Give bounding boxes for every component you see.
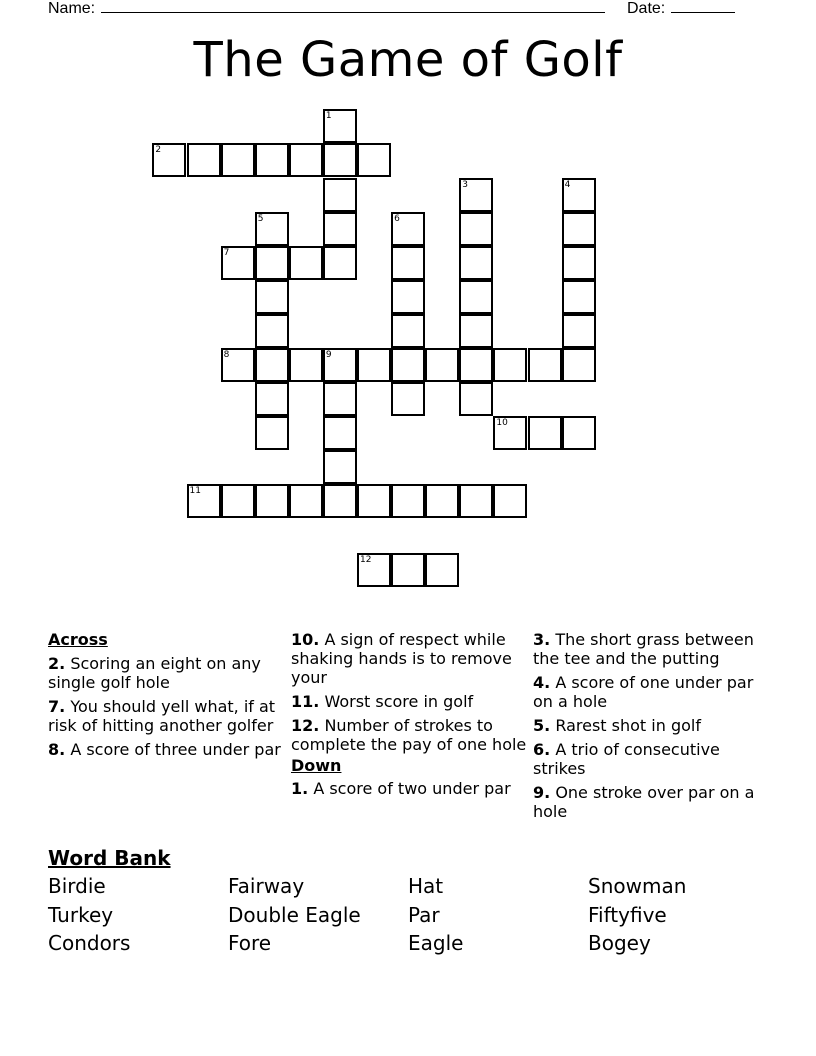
crossword-cell[interactable] — [323, 143, 357, 177]
name-label: Name: — [48, 0, 96, 17]
word-bank-item: Condors — [48, 931, 131, 955]
word-bank-item: Fiftyfive — [588, 903, 667, 927]
crossword-cell[interactable] — [255, 143, 289, 177]
crossword-cell[interactable] — [255, 382, 289, 416]
clue-across-2: 2. Scoring an eight on any single golf hole — [48, 654, 261, 692]
crossword-cell[interactable] — [221, 246, 255, 280]
crossword-cell[interactable] — [289, 246, 323, 280]
crossword-cell[interactable] — [323, 178, 357, 212]
crossword-cell[interactable] — [323, 246, 357, 280]
crossword-cell[interactable] — [357, 143, 391, 177]
word-bank-item: Fore — [228, 931, 272, 955]
clue-across-10: 10. A sign of respect while shaking hands is to remove your — [291, 630, 512, 687]
clue-number: 7 — [223, 247, 230, 258]
crossword-cell[interactable] — [562, 280, 596, 314]
clue-number: 6 — [394, 213, 400, 224]
clue-across-7: 7. You should yell what, if at risk of hitting another golfer — [48, 697, 276, 735]
crossword-cell[interactable] — [391, 246, 425, 280]
crossword-cell[interactable] — [391, 212, 425, 246]
word-bank-item: Turkey — [48, 903, 114, 927]
clue-number: 10 — [496, 418, 508, 429]
crossword-cell[interactable] — [562, 212, 596, 246]
crossword-cell[interactable] — [255, 212, 289, 246]
clue-number: 8 — [223, 350, 230, 360]
clue-number: 12 — [360, 554, 372, 565]
crossword-cell[interactable] — [391, 280, 425, 314]
clue-number: 4 — [564, 179, 571, 190]
clue-number: 3 — [462, 179, 469, 190]
crossword-cell[interactable] — [459, 348, 493, 382]
crossword-cell[interactable] — [255, 416, 289, 450]
crossword-cell[interactable] — [391, 382, 425, 416]
crossword-cell[interactable] — [323, 484, 357, 518]
word-bank-item: Fairway — [228, 874, 305, 898]
clue-number: 11 — [189, 486, 201, 497]
word-bank-item: Bogey — [588, 931, 651, 955]
clue-number: 9 — [325, 350, 332, 360]
crossword-cell[interactable] — [357, 553, 391, 587]
crossword-cell[interactable] — [323, 212, 357, 246]
crossword-cell[interactable] — [221, 143, 255, 177]
crossword-cell[interactable] — [493, 484, 527, 518]
crossword-cell[interactable] — [391, 553, 425, 587]
crossword-cell[interactable] — [289, 484, 323, 518]
crossword-cell[interactable] — [323, 109, 357, 143]
clue-down-5: 5. Rarest shot in golf — [533, 716, 701, 735]
crossword-cell[interactable] — [289, 348, 323, 382]
crossword-cell[interactable] — [221, 484, 255, 518]
crossword-cell[interactable] — [152, 143, 186, 177]
crossword-cell[interactable] — [528, 416, 562, 450]
clue-number: 1 — [325, 111, 332, 122]
crossword-cell[interactable] — [493, 416, 527, 450]
crossword-cell[interactable] — [187, 484, 221, 518]
crossword-cell[interactable] — [562, 246, 596, 280]
crossword-cell[interactable] — [391, 348, 425, 382]
crossword-cell[interactable] — [221, 348, 255, 382]
word-bank-item: Birdie — [48, 874, 106, 898]
word-bank-item: Hat — [408, 874, 444, 898]
clue-across-12: 12. Number of strokes to complete the pay of one hole — [291, 716, 527, 754]
crossword-cell[interactable] — [391, 314, 425, 348]
page-title: The Game of Golf — [193, 32, 623, 88]
word-bank-item: Double Eagle — [228, 903, 361, 927]
clues-column-2 — [291, 630, 529, 803]
word-bank-heading: Word Bank — [48, 846, 171, 870]
crossword-cell[interactable] — [459, 280, 493, 314]
crossword-cell[interactable] — [425, 348, 459, 382]
crossword-cell[interactable] — [562, 416, 596, 450]
clues-column-1 — [48, 630, 286, 764]
down-heading: Down — [291, 756, 342, 775]
date-label: Date: — [627, 0, 666, 17]
crossword-cell[interactable] — [562, 178, 596, 212]
crossword-cell[interactable] — [323, 382, 357, 416]
crossword-cell[interactable] — [562, 314, 596, 348]
clue-number: 5 — [257, 213, 264, 224]
crossword-cell[interactable] — [357, 348, 391, 382]
crossword-cell[interactable] — [255, 280, 289, 314]
crossword-cell[interactable] — [493, 348, 527, 382]
crossword-cell[interactable] — [459, 246, 493, 280]
clue-across-11: 11. Worst score in golf — [291, 692, 474, 711]
clue-down-9: 9. One stroke over par on a hole — [533, 783, 755, 821]
crossword-cell[interactable] — [323, 416, 357, 450]
clue-down-6: 6. A trio of consecutive strikes — [533, 740, 720, 778]
clues-column-3 — [533, 630, 771, 826]
crossword-cell[interactable] — [289, 143, 323, 177]
crossword-cell[interactable] — [187, 143, 221, 177]
crossword-cell[interactable] — [255, 314, 289, 348]
word-bank-item: Snowman — [588, 874, 687, 898]
across-heading: Across — [48, 630, 108, 649]
crossword-cell[interactable] — [391, 484, 425, 518]
crossword-cell[interactable] — [459, 178, 493, 212]
crossword-cell[interactable] — [323, 348, 357, 382]
crossword-cell[interactable] — [255, 348, 289, 382]
crossword-cell[interactable] — [425, 484, 459, 518]
crossword-cell[interactable] — [459, 484, 493, 518]
clue-down-1: 1. A score of two under par — [291, 779, 511, 798]
crossword-cell[interactable] — [562, 348, 596, 382]
clue-down-4: 4. A score of one under par on a hole — [533, 673, 754, 711]
crossword-cell[interactable] — [255, 246, 289, 280]
crossword-cell[interactable] — [357, 484, 391, 518]
clue-number: 2 — [155, 145, 162, 156]
clue-across-8: 8. A score of three under par — [48, 740, 281, 759]
word-bank-item: Par — [408, 903, 440, 927]
clue-down-3: 3. The short grass between the tee and the putting — [533, 630, 754, 668]
word-bank-item: Eagle — [408, 931, 464, 955]
crossword-cell[interactable] — [459, 314, 493, 348]
crossword-cell[interactable] — [323, 450, 357, 484]
crossword-cell[interactable] — [528, 348, 562, 382]
crossword-cell[interactable] — [459, 212, 493, 246]
crossword-cell[interactable] — [459, 382, 493, 416]
crossword-cell[interactable] — [425, 553, 459, 587]
crossword-cell[interactable] — [255, 484, 289, 518]
